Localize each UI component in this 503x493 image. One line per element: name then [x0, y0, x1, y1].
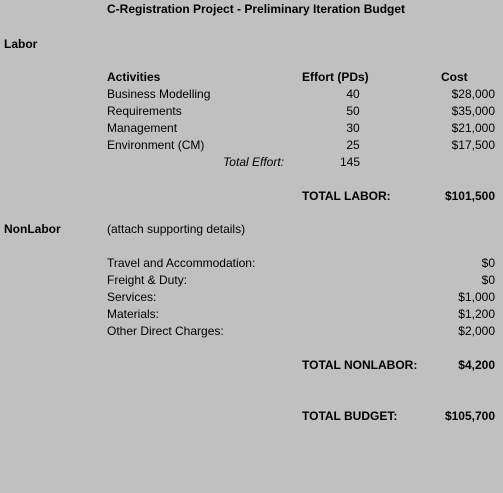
- total-effort-label: Total Effort:: [223, 155, 284, 169]
- nonlabor-row-label: Other Direct Charges:: [107, 324, 224, 338]
- labor-row-cost: $17,500: [451, 138, 495, 152]
- supporting-details-note: (attach supporting details): [107, 222, 246, 236]
- labor-row-activity: Business Modelling: [107, 87, 211, 101]
- nonlabor-row-label: Services:: [107, 290, 157, 304]
- nonlabor-row-value: $1,200: [458, 307, 495, 321]
- nonlabor-row-value: $2,000: [458, 324, 495, 338]
- nonlabor-row-label: Freight & Duty:: [107, 273, 188, 287]
- activities-header: Activities: [107, 70, 161, 84]
- total-nonlabor-value: $4,200: [458, 358, 495, 372]
- total-labor-label: TOTAL LABOR:: [302, 189, 391, 203]
- labor-row-activity: Requirements: [107, 104, 182, 118]
- nonlabor-row-value: $0: [481, 256, 495, 270]
- labor-row-cost: $21,000: [451, 121, 495, 135]
- labor-row-effort: 30: [346, 121, 360, 135]
- labor-row-cost: $28,000: [451, 87, 495, 101]
- cost-header: Cost: [441, 70, 468, 84]
- nonlabor-section-label: NonLabor: [4, 222, 61, 236]
- nonlabor-row-label: Materials:: [107, 307, 160, 321]
- nonlabor-row-label: Travel and Accommodation:: [107, 256, 256, 270]
- total-effort-value: 145: [339, 155, 361, 169]
- total-budget-value: $105,700: [444, 409, 495, 423]
- page-title: C-Registration Project - Preliminary Iteration Budget: [107, 2, 406, 16]
- labor-row-activity: Environment (CM): [107, 138, 205, 152]
- total-labor-value: $101,500: [444, 189, 495, 203]
- labor-row-cost: $35,000: [451, 104, 495, 118]
- nonlabor-row-value: $0: [481, 273, 495, 287]
- total-nonlabor-label: TOTAL NONLABOR:: [302, 358, 418, 372]
- effort-header: Effort (PDs): [302, 70, 369, 84]
- nonlabor-row-value: $1,000: [458, 290, 495, 304]
- labor-row-effort: 50: [346, 104, 360, 118]
- labor-row-effort: 25: [346, 138, 360, 152]
- total-budget-label: TOTAL BUDGET:: [302, 409, 398, 423]
- labor-row-activity: Management: [107, 121, 178, 135]
- labor-row-effort: 40: [346, 87, 360, 101]
- labor-section-label: Labor: [4, 37, 38, 51]
